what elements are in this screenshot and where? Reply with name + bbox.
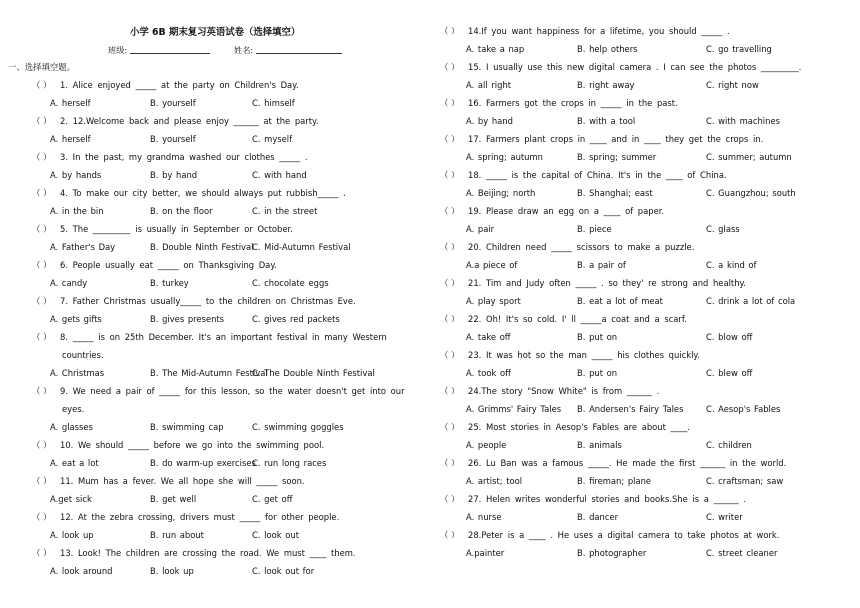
question-stem: 24.The story "Snow White" is from ______ . bbox=[468, 386, 660, 396]
option-c[interactable]: C. drink a lot of cola bbox=[706, 296, 796, 306]
name-label: 姓名: bbox=[234, 44, 254, 55]
question-stem: 1. Alice enjoyed _____ at the party on Children's Day. bbox=[60, 80, 299, 90]
option-b[interactable]: B. spring; summer bbox=[577, 152, 657, 162]
question-stem: 27. Helen writes wonderful stories and books.She is a ______ . bbox=[468, 494, 747, 504]
question-stem-continued: countries. bbox=[62, 350, 104, 360]
option-a[interactable]: A. take a nap bbox=[466, 44, 525, 54]
option-b[interactable]: B. on the floor bbox=[150, 206, 213, 216]
answer-paren[interactable]: （ ） bbox=[32, 296, 52, 306]
answer-paren[interactable]: （ ） bbox=[32, 188, 52, 198]
question-stem: 26. Lu Ban was a famous _____. He made the first ______ in the world. bbox=[468, 458, 787, 468]
option-b[interactable]: B. yourself bbox=[150, 98, 196, 108]
option-a[interactable]: A. Christmas bbox=[50, 368, 105, 378]
section-title: 一、选择填空题。 bbox=[8, 62, 75, 72]
option-c[interactable]: C. look out for bbox=[252, 566, 315, 576]
option-a[interactable]: A. take off bbox=[466, 332, 511, 342]
option-c[interactable]: C. craftsman; saw bbox=[706, 476, 784, 486]
option-b[interactable]: B. look up bbox=[150, 566, 194, 576]
question bbox=[440, 135, 763, 143]
option-a[interactable]: A.a piece of bbox=[466, 260, 518, 270]
question bbox=[32, 387, 405, 395]
option-b[interactable]: B. get well bbox=[150, 494, 197, 504]
answer-paren[interactable]: （ ） bbox=[32, 476, 52, 486]
question bbox=[32, 153, 308, 161]
option-a[interactable]: A. glasses bbox=[50, 422, 93, 432]
answer-paren[interactable]: （ ） bbox=[440, 62, 460, 72]
option-a[interactable]: A. took off bbox=[466, 368, 511, 378]
option-a[interactable]: A. Father's Day bbox=[50, 242, 116, 252]
question-stem: 13. Look! The children are crossing the road. We must ____ them. bbox=[60, 548, 356, 558]
answer-paren[interactable]: （ ） bbox=[32, 332, 52, 342]
option-c[interactable]: C. myself bbox=[252, 134, 293, 144]
answer-paren[interactable]: （ ） bbox=[32, 260, 52, 270]
option-b[interactable]: B. put on bbox=[577, 332, 618, 342]
option-a[interactable]: A. play sport bbox=[466, 296, 521, 306]
question bbox=[440, 99, 678, 107]
question bbox=[440, 27, 730, 35]
option-b[interactable]: B. dancer bbox=[577, 512, 619, 522]
option-a[interactable]: A. all right bbox=[466, 80, 512, 90]
option-c[interactable]: C. chocolate eggs bbox=[252, 278, 329, 288]
question bbox=[32, 441, 324, 449]
option-a[interactable]: A. look around bbox=[50, 566, 113, 576]
option-c[interactable]: C. himself bbox=[252, 98, 295, 108]
answer-paren[interactable]: （ ） bbox=[440, 26, 460, 36]
answer-paren[interactable]: （ ） bbox=[440, 242, 460, 252]
question-stem: 17. Farmers plant crops in ____ and in ____ they get the crops in. bbox=[468, 134, 764, 144]
option-a[interactable]: A. in the bin bbox=[50, 206, 104, 216]
option-a[interactable]: A.painter bbox=[466, 548, 505, 558]
option-b[interactable]: B. right away bbox=[577, 80, 635, 90]
option-b[interactable]: B. turkey bbox=[150, 278, 189, 288]
option-a[interactable]: A. by hand bbox=[466, 116, 513, 126]
question-stem: 14.If you want happiness for a lifetime, you should _____ . bbox=[468, 26, 730, 36]
option-c[interactable]: C. look out bbox=[252, 530, 299, 540]
option-a[interactable]: A. gets gifts bbox=[50, 314, 102, 324]
option-b[interactable]: B. animals bbox=[577, 440, 622, 450]
question bbox=[32, 513, 339, 521]
answer-paren[interactable]: （ ） bbox=[440, 350, 460, 360]
option-b[interactable]: B. do warm-up exercises bbox=[150, 458, 256, 468]
question-stem: 7. Father Christmas usually_____ to the children on Christmas Eve. bbox=[60, 296, 356, 306]
answer-paren[interactable]: （ ） bbox=[32, 80, 52, 90]
question bbox=[440, 351, 700, 359]
question-stem: 18. _____ is the capital of China. It's in the ____ of China. bbox=[468, 170, 727, 180]
question-stem: 4. To make our city better, we should always put rubbish_____ . bbox=[60, 188, 346, 198]
question bbox=[32, 333, 387, 341]
option-b[interactable]: B. help others bbox=[577, 44, 638, 54]
page-title: 小学 6B 期末复习英语试卷（选择填空） bbox=[130, 27, 301, 38]
option-c[interactable]: C. children bbox=[706, 440, 752, 450]
question bbox=[32, 81, 299, 89]
question-stem-continued: eyes. bbox=[62, 404, 85, 414]
option-b[interactable]: B. Double Ninth Festival bbox=[150, 242, 254, 252]
option-c[interactable]: C. summer; autumn bbox=[706, 152, 792, 162]
option-a[interactable]: A. pair bbox=[466, 224, 495, 234]
answer-paren[interactable]: （ ） bbox=[32, 386, 52, 396]
question-stem: 2. 12.Welcome back and please enjoy ______ at the party. bbox=[60, 116, 319, 126]
option-c[interactable]: C. writer bbox=[706, 512, 743, 522]
question-stem: 12. At the zebra crossing, drivers must _____ for other people. bbox=[60, 512, 340, 522]
option-a[interactable]: A. eat a lot bbox=[50, 458, 99, 468]
option-a[interactable]: A.get sick bbox=[50, 494, 92, 504]
option-c[interactable]: C. go travelling bbox=[706, 44, 772, 54]
answer-paren[interactable]: （ ） bbox=[32, 152, 52, 162]
question-stem: 28.Peter is a ____ . He uses a digital camera to take photos at work. bbox=[468, 530, 780, 540]
answer-paren[interactable]: （ ） bbox=[32, 224, 52, 234]
option-a[interactable]: A. Beijing; north bbox=[466, 188, 536, 198]
option-c[interactable]: C. a kind of bbox=[706, 260, 757, 270]
answer-paren[interactable]: （ ） bbox=[440, 530, 460, 540]
answer-paren[interactable]: （ ） bbox=[440, 206, 460, 216]
question-stem: 20. Children need _____ scissors to make a puzzle. bbox=[468, 242, 695, 252]
class-field bbox=[108, 45, 210, 54]
question bbox=[440, 495, 746, 503]
option-b[interactable]: B. Andersen's Fairy Tales bbox=[577, 404, 684, 414]
option-b[interactable]: B. piece bbox=[577, 224, 612, 234]
option-b[interactable]: B. put on bbox=[577, 368, 618, 378]
answer-paren[interactable]: （ ） bbox=[440, 314, 460, 324]
option-c[interactable]: C. blow off bbox=[706, 332, 753, 342]
answer-paren[interactable]: （ ） bbox=[440, 170, 460, 180]
option-b[interactable]: B. The Mid-Autumn Festival bbox=[150, 368, 268, 378]
question-stem: 25. Most stories in Aesop's Fables are about ____. bbox=[468, 422, 690, 432]
question bbox=[32, 549, 356, 557]
answer-paren[interactable]: （ ） bbox=[32, 116, 52, 126]
option-c[interactable]: C. right now bbox=[706, 80, 759, 90]
name-field bbox=[234, 45, 342, 54]
option-c[interactable]: C. Guangzhou; south bbox=[706, 188, 796, 198]
option-c[interactable]: C. blew off bbox=[706, 368, 753, 378]
question bbox=[440, 315, 687, 323]
question bbox=[32, 261, 277, 269]
option-c[interactable]: C. glass bbox=[706, 224, 740, 234]
answer-paren[interactable]: （ ） bbox=[440, 422, 460, 432]
option-a[interactable]: A. nurse bbox=[466, 512, 502, 522]
option-a[interactable]: A. candy bbox=[50, 278, 88, 288]
question-stem: 19. Please draw an egg on a ____ of paper. bbox=[468, 206, 665, 216]
question bbox=[440, 387, 659, 395]
option-b[interactable]: B. run about bbox=[150, 530, 204, 540]
option-b[interactable]: B. a pair of bbox=[577, 260, 626, 270]
class-label: 班级: bbox=[108, 44, 128, 55]
option-a[interactable]: A. artist; tool bbox=[466, 476, 523, 486]
option-a[interactable]: A. herself bbox=[50, 98, 91, 108]
answer-paren[interactable]: （ ） bbox=[32, 548, 52, 558]
option-c[interactable]: C. The Double Ninth Festival bbox=[252, 368, 375, 378]
answer-paren[interactable]: （ ） bbox=[440, 494, 460, 504]
option-a[interactable]: A. people bbox=[466, 440, 507, 450]
option-b[interactable]: B. Shanghai; east bbox=[577, 188, 653, 198]
option-c[interactable]: C. run long races bbox=[252, 458, 327, 468]
option-b[interactable]: B. eat a lot of meat bbox=[577, 296, 663, 306]
option-b[interactable]: B. fireman; plane bbox=[577, 476, 652, 486]
answer-paren[interactable]: （ ） bbox=[440, 278, 460, 288]
question-stem: 8. _____ is on 25th December. It's an important festival in many Western bbox=[60, 332, 387, 342]
option-b[interactable]: B. yourself bbox=[150, 134, 196, 144]
question-stem: 5. The _________ is usually in September or October. bbox=[60, 224, 293, 234]
option-c[interactable]: C. Aesop's Fables bbox=[706, 404, 781, 414]
option-c[interactable]: C. gives red packets bbox=[252, 314, 340, 324]
option-a[interactable]: A. herself bbox=[50, 134, 91, 144]
option-b[interactable]: B. by hand bbox=[150, 170, 198, 180]
question-stem: 6. People usually eat _____ on Thanksgiving Day. bbox=[60, 260, 277, 270]
option-a[interactable]: A. look up bbox=[50, 530, 94, 540]
question-stem: 11. Mum has a fever. We all hope she will _____ soon. bbox=[60, 476, 305, 486]
question bbox=[32, 297, 356, 305]
question bbox=[440, 207, 664, 215]
question-stem: 23. It was hot so the man _____ his clothes quickly. bbox=[468, 350, 700, 360]
option-c[interactable]: C. Mid-Autumn Festival bbox=[252, 242, 351, 252]
question bbox=[440, 279, 746, 287]
question bbox=[440, 171, 727, 179]
option-c[interactable]: C. street cleaner bbox=[706, 548, 778, 558]
option-c[interactable]: C. with machines bbox=[706, 116, 780, 126]
option-c[interactable]: C. with hand bbox=[252, 170, 307, 180]
question-stem: 21. Tim and Judy often _____ . so they' re strong and healthy. bbox=[468, 278, 746, 288]
option-c[interactable]: C. swimming goggles bbox=[252, 422, 344, 432]
option-b[interactable]: B. swimming cap bbox=[150, 422, 224, 432]
question bbox=[440, 531, 779, 539]
option-b[interactable]: B. with a tool bbox=[577, 116, 636, 126]
option-a[interactable]: A. spring; autumn bbox=[466, 152, 543, 162]
question-stem: 3. In the past, my grandma washed our clothes _____ . bbox=[60, 152, 308, 162]
question bbox=[32, 477, 305, 485]
question bbox=[440, 243, 694, 251]
question-stem: 9. We need a pair of _____ for this lesson, so the water doesn't get into our bbox=[60, 386, 405, 396]
option-b[interactable]: B. photographer bbox=[577, 548, 647, 558]
answer-paren[interactable]: （ ） bbox=[440, 386, 460, 396]
answer-paren[interactable]: （ ） bbox=[440, 98, 460, 108]
question bbox=[440, 459, 786, 467]
question-stem: 16. Farmers got the crops in _____ in the past. bbox=[468, 98, 678, 108]
option-a[interactable]: A. by hands bbox=[50, 170, 102, 180]
answer-paren[interactable]: （ ） bbox=[440, 134, 460, 144]
option-c[interactable]: C. in the street bbox=[252, 206, 318, 216]
question-stem: 10. We should _____ before we go into the swimming pool. bbox=[60, 440, 325, 450]
option-b[interactable]: B. gives presents bbox=[150, 314, 225, 324]
question-stem: 22. Oh! It's so cold. I' ll _____a coat and a scarf. bbox=[468, 314, 687, 324]
question-stem: 15. I usually use this new digital camera . I can see the photos _________. bbox=[468, 62, 802, 72]
answer-paren[interactable]: （ ） bbox=[440, 458, 460, 468]
question bbox=[440, 423, 690, 431]
answer-paren[interactable]: （ ） bbox=[32, 440, 52, 450]
question bbox=[440, 63, 801, 71]
class-blank[interactable] bbox=[130, 45, 210, 54]
option-a[interactable]: A. Grimms' Fairy Tales bbox=[466, 404, 562, 414]
question bbox=[32, 225, 293, 233]
question bbox=[32, 117, 318, 125]
option-c[interactable]: C. get off bbox=[252, 494, 293, 504]
question bbox=[32, 189, 346, 197]
answer-paren[interactable]: （ ） bbox=[32, 512, 52, 522]
name-blank[interactable] bbox=[256, 45, 342, 54]
